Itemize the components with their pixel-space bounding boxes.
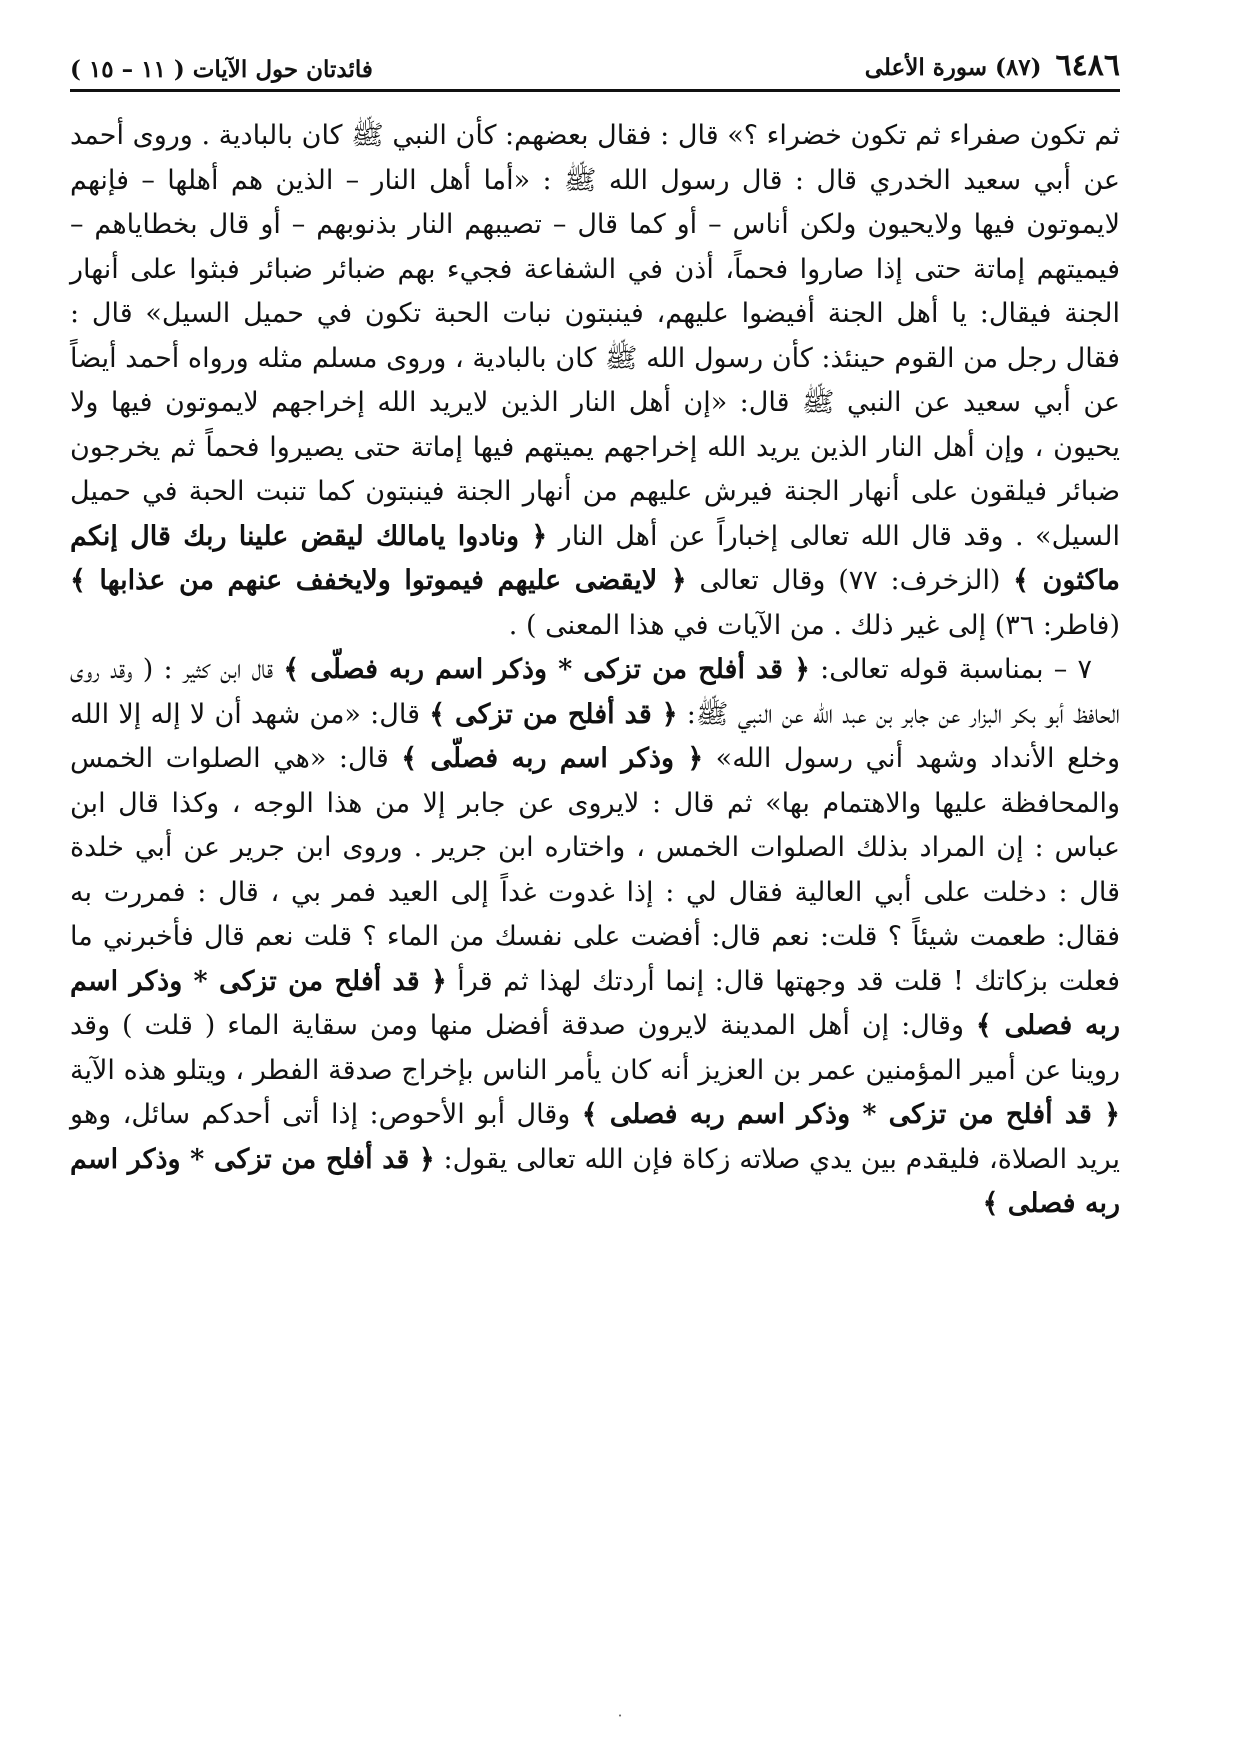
footer-mark: · [617, 1706, 623, 1725]
quran-verse-az-zukhruf-77: ﴿ ونادوا يامالك ليقض علينا ربك قال إنكم ماكثون ﴾ [70, 520, 1121, 596]
text-run: وقال أبو الأحوص: إذا أتى أحدكم سائل، وهو يريد الصلاة، فليقدم بين يدي صلاته زكاة فإن الله تعالى يقول: [70, 1099, 1120, 1175]
section-title: فائدتان حول الآيات ( ١١ – ١٥ ) [70, 56, 373, 83]
text-run: قال: «هي الصلوات الخمس والمحافظة عليها والاهتمام بها» ثم قال : لايروى عن جابر إلا من هذا الوجه ، وكذا قال ابن عباس : إن المراد بذلك الصلوات الخمس ، واختاره ابن جرير . وروى ابن جرير عن أبي خلدة قال : دخلت على أبي العالية فقال لي : إذا غدوت غداً إلى العيد فمر بي ، قال : فمررت به فقال: طعمت شيئاً ؟ قلت: نعم قال: أفضت على نفسك من الماء ؟ قلت نعم قال فأخبرني ما فعلت بزكاتك ! قلت قد وجهتها قال: إنما أردتك لهذا ثم قرأ [70, 743, 1120, 997]
text-run: وقال: إن أهل المدينة لايرون صدقة أفضل منها ومن سقاية الماء ( قلت ) وقد روينا عن أمير المؤمنين عمر بن العزيز أنه كان يأمر الناس بإخراج صدقة الفطر ، ويتلو هذه الآية [70, 1010, 1120, 1086]
book-page [70, 38, 1120, 1718]
quran-verse: ﴿ قد أفلح من تزكى * وذكر اسم ربه فصلى ﴾ [70, 1143, 1120, 1219]
paragraph-hadith-continuation [70, 114, 1120, 648]
text-run: ثم تكون صفراء ثم تكون خضراء ؟» قال : فقال بعضهم: كأن النبي ﷺ كان بالبادية . وروى أحمد عن أبي سعيد الخدري قال : قال رسول الله ﷺ : «أما أهل النار – الذين هم أهلها – فإنهم لايموتون فيها ولايحيون ولكن أناس – أو كما قال – تصيبهم النار بذنوبهم – أو قال بخطاياهم – فيميتهم إماتة حتى إذا صاروا فحماً، أذن في الشفاعة فجيء بهم ضبائر ضبائر فبثوا على أنهار الجنة فيقال: يا أهل الجنة أفيضوا عليهم، فينبتون نبات الحبة تكون في حميل السيل» قال : فقال رجل من القوم حينئذ: كأن رسول الله ﷺ كان بالبادية ، وروى مسلم مثله ورواه أحمد أيضاً عن أبي سعيد عن النبي ﷺ قال: «إن أهل النار الذين لايريد الله إخراجهم لايموتون فيها ولا يحيون ، وإن أهل النار الذين يريد الله إخراجهم يميتهم فيها إماتة حتى يصيروا فحماً ثم يخرجون ضبائر فيلقون على أنهار الجنة فيرش عليهم من أنهار الجنة فينبتون كما تنبت الحبة في حميل السيل» . وقد قال الله تعالى إخباراً عن أهل النار [70, 120, 1120, 552]
quran-verse: ﴿ قد أفلح من تزكى * وذكر اسم ربه فصلى ﴾ [70, 965, 1120, 1041]
quran-verse-fatir-36: ﴿ لايقضى عليهم فيموتوا ولايخفف عنهم من عذابها ﴾ [70, 565, 687, 596]
quran-verse: ﴿ وذكر اسم ربه فصلّى ﴾ [401, 743, 704, 774]
text-run: قال ابن كثير : ( وقد روى الحافظ أبو بكر البزار عن جابر بن عبد الله عن النبي ﷺ: [70, 654, 1120, 730]
quran-verse: ﴿ قد أفلح من تزكى ﴾ [429, 698, 678, 730]
body-text [70, 114, 1120, 1227]
page-number: ٦٤٨٦ [1055, 48, 1120, 83]
paragraph-point-7 [70, 648, 1120, 1227]
quran-verse: ﴿ قد أفلح من تزكى * وذكر اسم ربه فصلّى ﴾ [283, 654, 810, 685]
text-run: ٧ – بمناسبة قوله تعالى: [809, 654, 1092, 685]
text-run: قال: «من شهد أن لا إله إلا الله وخلع الأنداد وشهد أني رسول الله» [70, 698, 1120, 774]
quran-verse: ﴿ قد أفلح من تزكى * وذكر اسم ربه فصلى ﴾ [581, 1099, 1120, 1130]
text-run: (فاطر: ٣٦) إلى غير ذلك . من الآيات في هذا المعنى ) . [508, 609, 1120, 641]
text-run: (الزخرف: ٧٧) وقال تعالى [686, 565, 1014, 596]
header-right-group [865, 48, 1120, 83]
surah-title: (٨٧) سورة الأعلى [864, 54, 1042, 81]
running-header [70, 38, 1120, 92]
